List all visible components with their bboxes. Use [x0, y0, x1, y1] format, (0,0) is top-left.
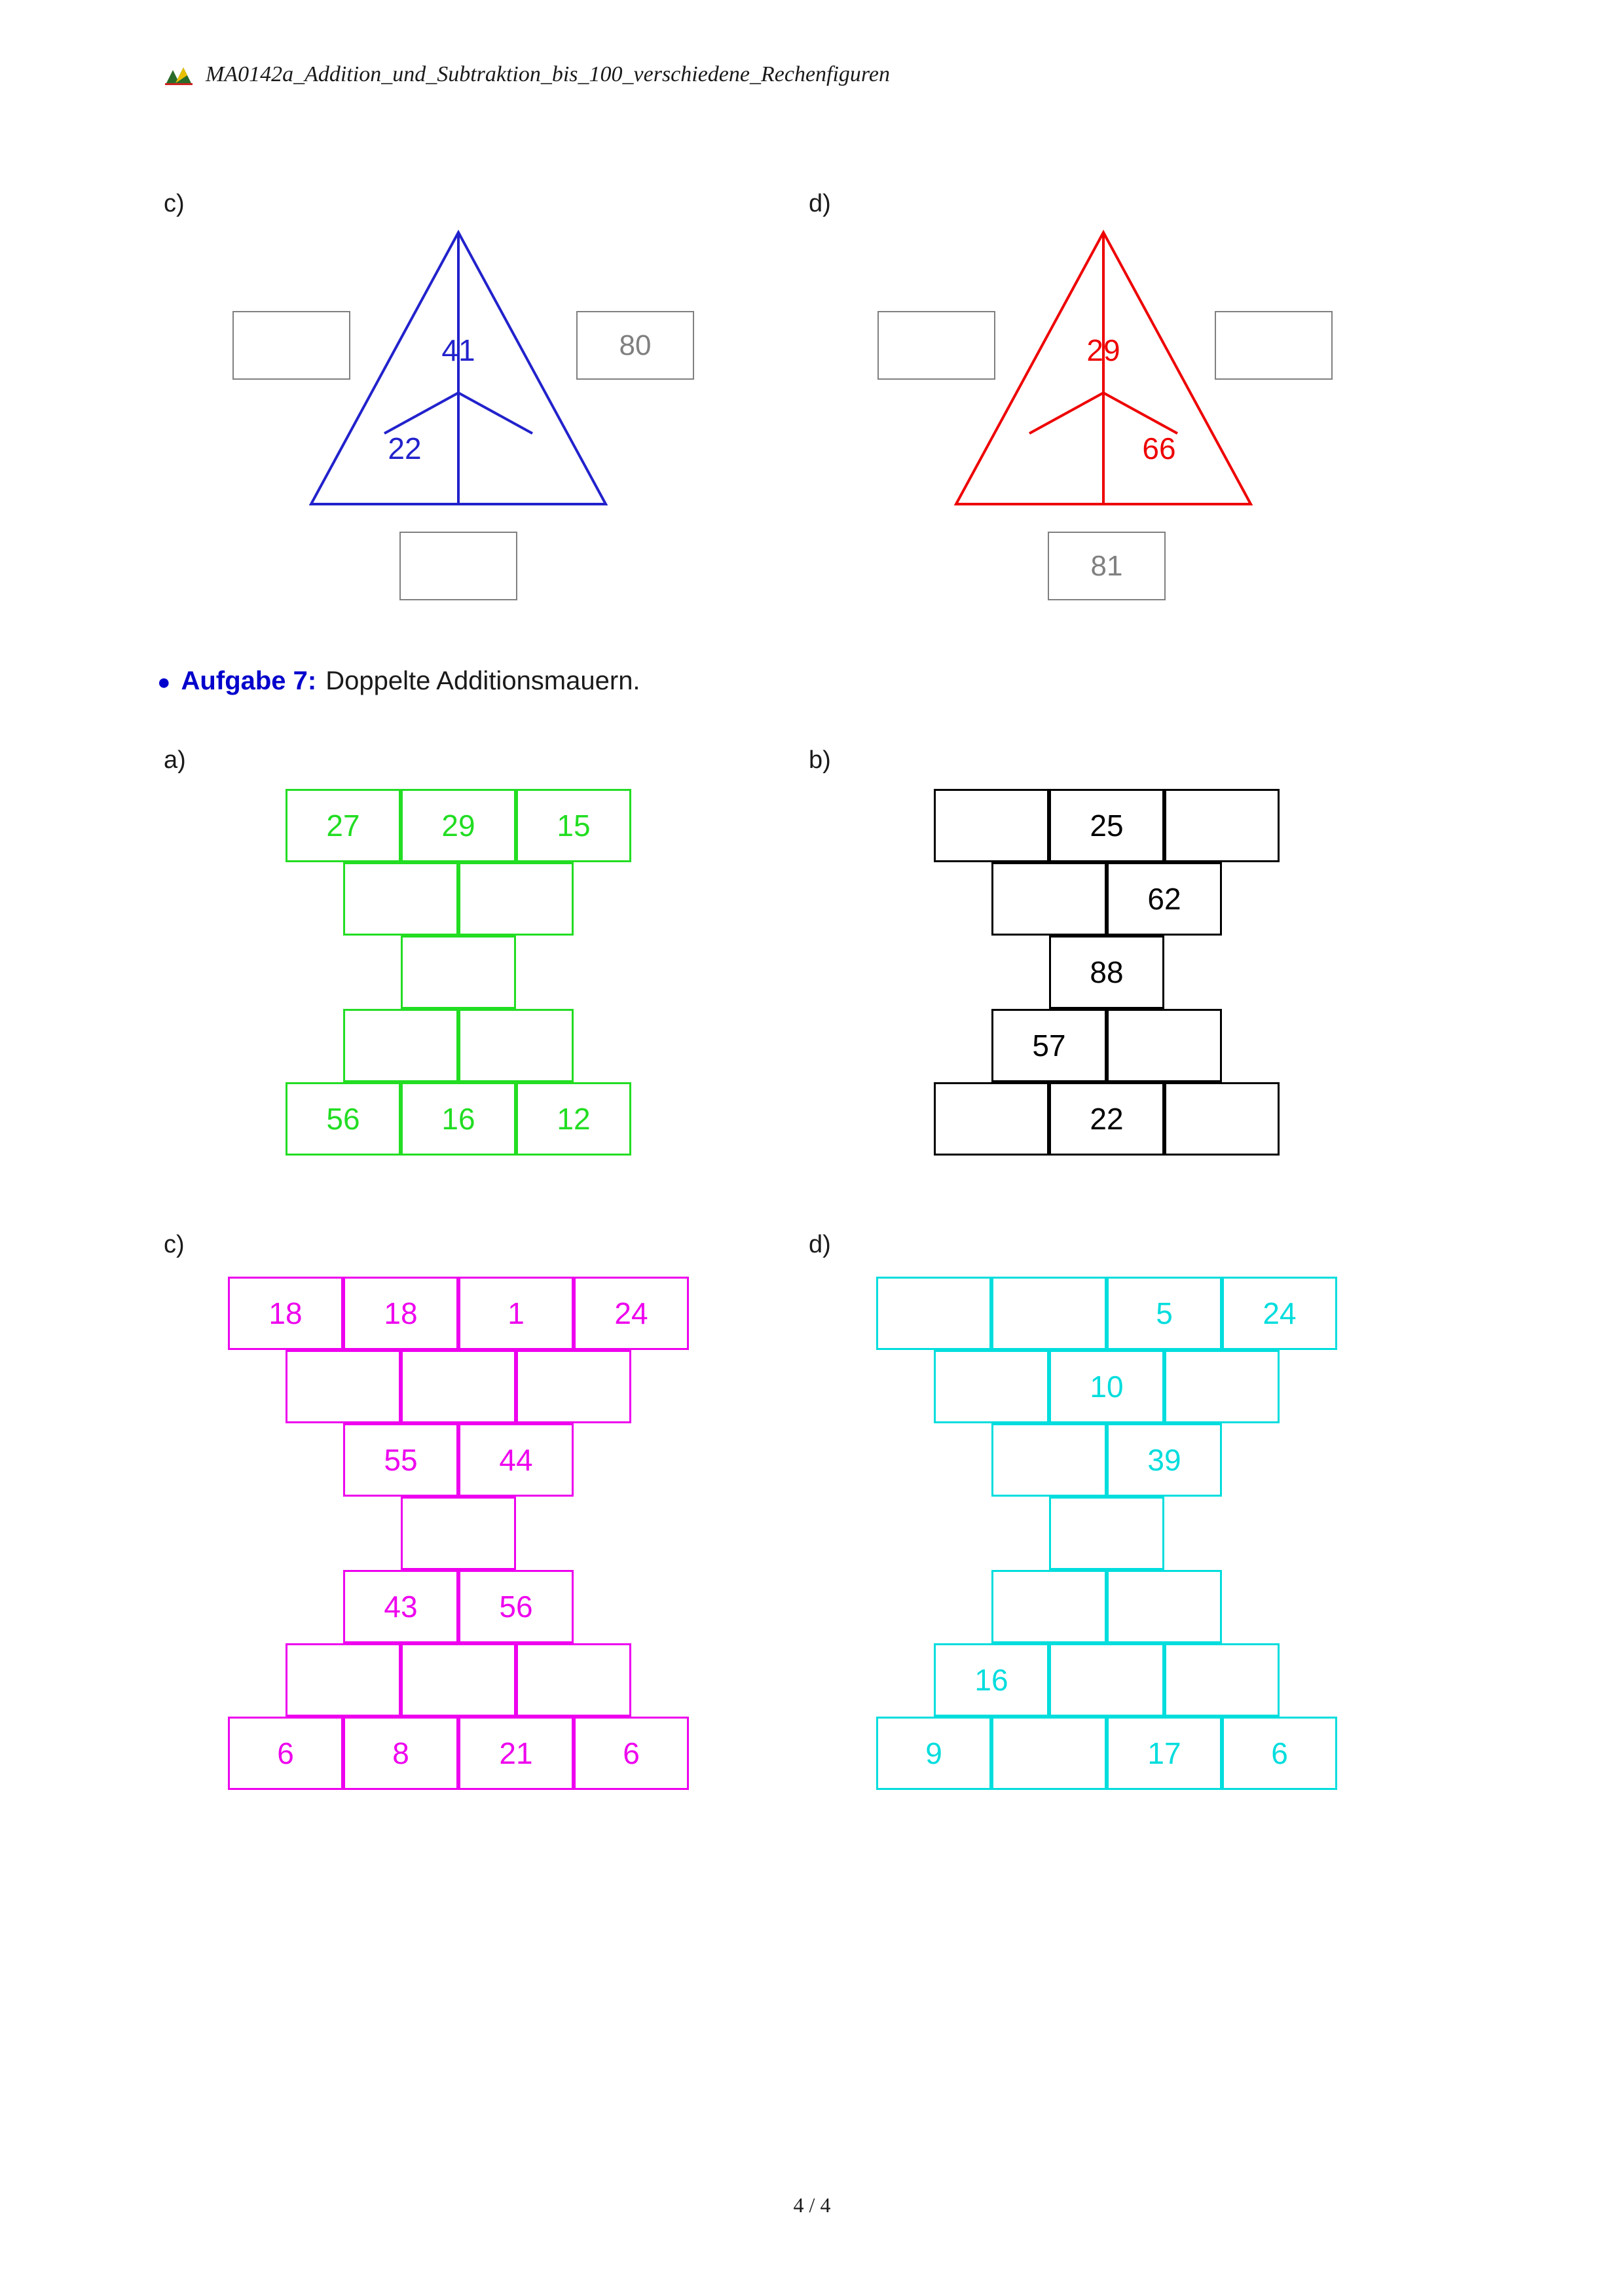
pyramid-c-cell-r0-c1[interactable]: 18: [343, 1277, 458, 1350]
pyramid-c-cell-r5-c0[interactable]: [286, 1643, 401, 1717]
triangle-d-label: d): [809, 190, 831, 217]
triangle-c-right-box[interactable]: 80: [576, 311, 694, 380]
triangle-d-bottom-box[interactable]: 81: [1048, 532, 1166, 600]
pyramid-d-cell-r6-c2[interactable]: 17: [1107, 1717, 1222, 1790]
pyramid-d-cell-r6-c0[interactable]: 9: [876, 1717, 991, 1790]
triangle-c-bottom-box[interactable]: [399, 532, 517, 600]
pyramid-b-cell-r2-c0[interactable]: 88: [1049, 936, 1164, 1009]
pyramid-c-cell-r6-c1[interactable]: 8: [343, 1717, 458, 1790]
triangle-d-right-box[interactable]: [1215, 311, 1333, 380]
pyramid-d-cell-r0-c0[interactable]: [876, 1277, 991, 1350]
pyramid-c-cell-r2-c0[interactable]: 55: [343, 1423, 458, 1497]
pyramid-a-cell-r0-c2[interactable]: 15: [516, 789, 631, 862]
pyramid-d-cell-r5-c2[interactable]: [1164, 1643, 1280, 1717]
pyramid-a-cell-r4-c1[interactable]: 16: [401, 1082, 516, 1156]
pyramid-b-cell-r4-c1[interactable]: 22: [1049, 1082, 1164, 1156]
pyramid-c-cell-r6-c0[interactable]: 6: [228, 1717, 343, 1790]
pyramid-c-cell-r6-c2[interactable]: 21: [458, 1717, 574, 1790]
pyramid-c-cell-r2-c1[interactable]: 44: [458, 1423, 574, 1497]
triangle-d-left-box[interactable]: [877, 311, 995, 380]
pyramid-c-cell-r3-c0[interactable]: [401, 1497, 516, 1570]
pyramid-b-cell-r4-c2[interactable]: [1164, 1082, 1280, 1156]
pyramid-c-cell-r1-c2[interactable]: [516, 1350, 631, 1423]
pyramid-d-cell-r1-c2[interactable]: [1164, 1350, 1280, 1423]
pyramid-c-cell-r5-c2[interactable]: [516, 1643, 631, 1717]
triangle-c-left-value: 22: [388, 431, 422, 465]
page-header: [164, 62, 890, 87]
pyramid-b-cell-r1-c1[interactable]: 62: [1107, 862, 1222, 936]
pyramid-a-cell-r4-c2[interactable]: 12: [516, 1082, 631, 1156]
pyramid-a-label: a): [164, 746, 186, 774]
pyramid-b-cell-r4-c0[interactable]: [934, 1082, 1049, 1156]
pyramid-b-cell-r1-c0[interactable]: [991, 862, 1107, 936]
pyramid-d-cell-r5-c1[interactable]: [1049, 1643, 1164, 1717]
pyramid-d-cell-r0-c2[interactable]: 5: [1107, 1277, 1222, 1350]
page-number: 4 / 4: [793, 2193, 831, 2217]
pyramid-c-cell-r4-c0[interactable]: 43: [343, 1570, 458, 1643]
pyramid-d-cell-r4-c0[interactable]: [991, 1570, 1107, 1643]
pyramid-b-label: b): [809, 746, 831, 774]
mountain-logo-icon: [164, 64, 194, 86]
pyramid-c-cell-r0-c3[interactable]: 24: [574, 1277, 689, 1350]
pyramid-d-cell-r1-c0[interactable]: [934, 1350, 1049, 1423]
pyramid-d-cell-r0-c1[interactable]: [991, 1277, 1107, 1350]
pyramid-a-cell-r0-c1[interactable]: 29: [401, 789, 516, 862]
task-number: Aufgabe 7:: [181, 666, 317, 695]
pyramid-d-cell-r3-c0[interactable]: [1049, 1497, 1164, 1570]
pyramid-b-cell-r0-c0[interactable]: [934, 789, 1049, 862]
pyramid-b-cell-r3-c1[interactable]: [1107, 1009, 1222, 1082]
pyramid-c-cell-r0-c0[interactable]: 18: [228, 1277, 343, 1350]
pyramid-c-cell-r1-c0[interactable]: [286, 1350, 401, 1423]
pyramid-a-cell-r1-c1[interactable]: [458, 862, 574, 936]
pyramid-d-cell-r6-c3[interactable]: 6: [1222, 1717, 1337, 1790]
pyramid-c-cell-r5-c1[interactable]: [401, 1643, 516, 1717]
pyramid-a-cell-r1-c0[interactable]: [343, 862, 458, 936]
triangle-d-top-value: 29: [1086, 333, 1120, 367]
pyramid-d-cell-r4-c1[interactable]: [1107, 1570, 1222, 1643]
pyramid-a-cell-r4-c0[interactable]: 56: [286, 1082, 401, 1156]
pyramid-d-cell-r6-c1[interactable]: [991, 1717, 1107, 1790]
pyramid-c-cell-r1-c1[interactable]: [401, 1350, 516, 1423]
pyramid-c-cell-r4-c1[interactable]: 56: [458, 1570, 574, 1643]
triangle-c-left-box[interactable]: [232, 311, 350, 380]
pyramid-d-cell-r2-c0[interactable]: [991, 1423, 1107, 1497]
pyramid-d-cell-r0-c3[interactable]: 24: [1222, 1277, 1337, 1350]
pyramid-b-cell-r0-c1[interactable]: 25: [1049, 789, 1164, 862]
pyramid-c-cell-r0-c2[interactable]: 1: [458, 1277, 574, 1350]
pyramid-a-cell-r3-c0[interactable]: [343, 1009, 458, 1082]
task-heading: [157, 666, 640, 696]
pyramid-d-cell-r5-c0[interactable]: 16: [934, 1643, 1049, 1717]
pyramid-c-label: c): [164, 1231, 185, 1258]
pyramid-c-cell-r6-c3[interactable]: 6: [574, 1717, 689, 1790]
pyramid-d-cell-r2-c1[interactable]: 39: [1107, 1423, 1222, 1497]
pyramid-a-cell-r3-c1[interactable]: [458, 1009, 574, 1082]
bullet-icon: ●: [157, 670, 171, 695]
pyramid-d-cell-r1-c1[interactable]: 10: [1049, 1350, 1164, 1423]
pyramid-a-cell-r2-c0[interactable]: [401, 936, 516, 1009]
pyramid-b-cell-r0-c2[interactable]: [1164, 789, 1280, 862]
document-title: MA0142a_Addition_und_Subtraktion_bis_100_verschiedene_Rechenfiguren: [206, 62, 890, 86]
triangle-c-label: c): [164, 190, 185, 217]
triangle-c-top-value: 41: [441, 333, 475, 367]
triangle-d-right-value: 66: [1142, 431, 1176, 465]
task-text: Doppelte Additionsmauern.: [325, 666, 640, 695]
pyramid-d-label: d): [809, 1231, 831, 1258]
pyramid-b-cell-r3-c0[interactable]: 57: [991, 1009, 1107, 1082]
pyramid-a-cell-r0-c0[interactable]: 27: [286, 789, 401, 862]
